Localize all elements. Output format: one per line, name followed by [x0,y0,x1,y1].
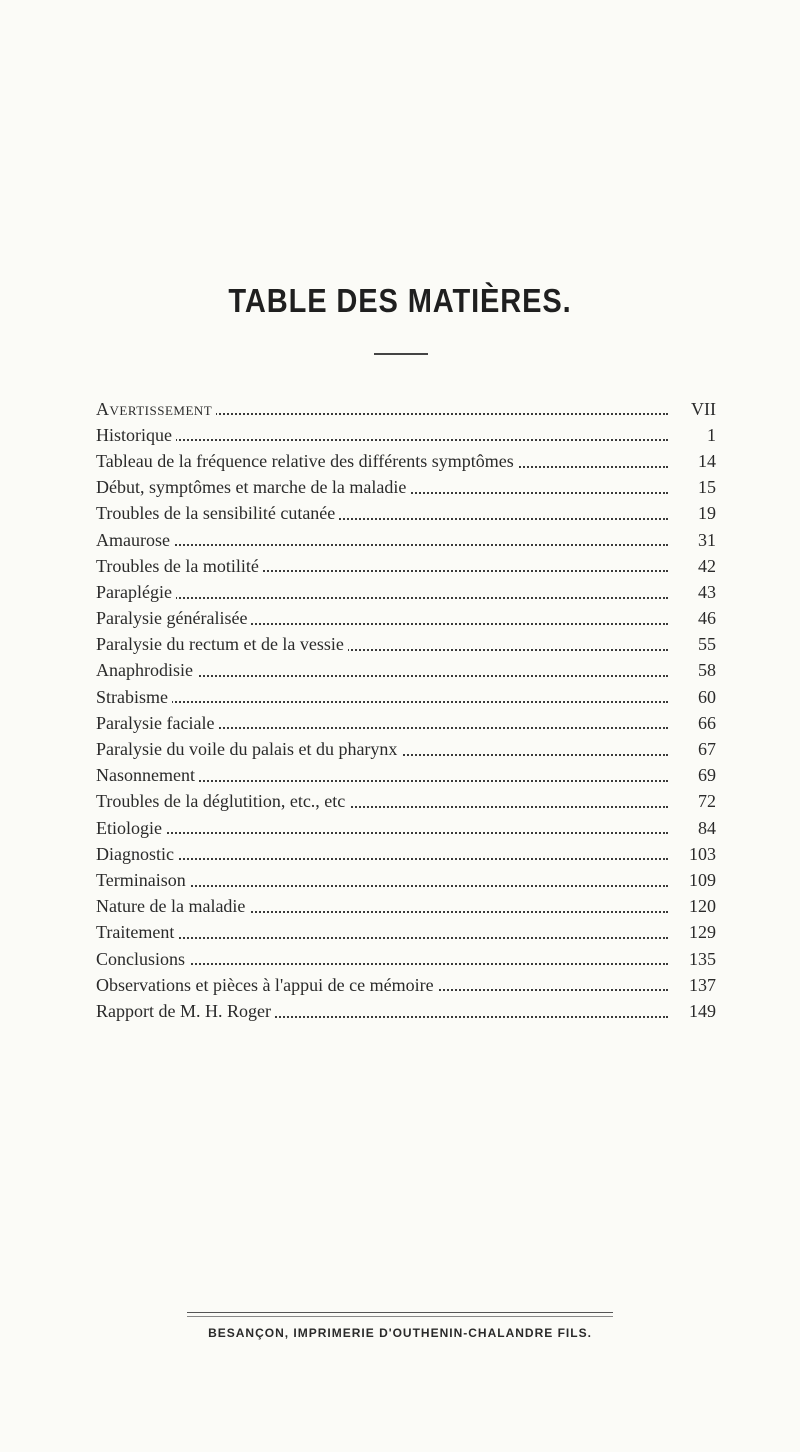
toc-entry [96,684,716,710]
toc-entry [96,763,716,789]
toc-entry-label: Troubles de la déglutition, etc., etc [96,791,349,812]
toc-entry [96,606,716,632]
toc-entry [96,448,716,474]
toc-entry-label: Paralysie généralisée [96,608,251,629]
toc-entry [96,815,716,841]
toc-entry-label: Tableau de la fréquence relative des différents symptômes [96,451,518,472]
toc-entry-label: Terminaison [96,870,190,891]
dot-leader [96,832,668,834]
toc-entry [96,972,716,998]
toc-entry-page-number: 42 [676,556,716,577]
toc-entry [96,920,716,946]
toc-entry-label: Rapport de M. H. Roger [96,1001,275,1022]
toc-entry-page-number: 137 [676,975,716,996]
toc-entry-label: Troubles de la sensibilité cutanée [96,503,339,524]
toc-entry [96,894,716,920]
toc-entry-label: Anaphrodisie [96,660,197,681]
toc-entry [96,632,716,658]
toc-entry [96,501,716,527]
toc-entry-page-number: 43 [676,582,716,603]
toc-entry-label: Avertissement [96,399,216,420]
toc-entry-label: Paraplégie [96,582,176,603]
dot-leader [96,544,668,546]
toc-entry-label: Nasonnement [96,765,199,786]
toc-entry-label: Traitement [96,922,178,943]
toc-entry-label: Nature de la maladie [96,896,249,917]
toc-entry-label: Historique [96,425,176,446]
toc-entry-page-number: 58 [676,660,716,681]
toc-entry-page-number: 31 [676,530,716,551]
dot-leader [96,439,668,441]
toc-entry-page-number: 120 [676,896,716,917]
toc-entry-label: Diagnostic [96,844,178,865]
page-title: TABLE DES MATIÈRES. [228,282,572,319]
toc-entry-page-number: 135 [676,949,716,970]
toc-entry-label: Paralysie du voile du palais et du pharynx [96,739,401,760]
toc-entry [96,946,716,972]
printer-imprint: BESANÇON, IMPRIMERIE D'OUTHENIN-CHALANDRE FILS. [208,1326,592,1340]
toc-entry [96,396,716,422]
toc-entry [96,736,716,762]
toc-entry-page-number: 129 [676,922,716,943]
toc-entry-page-number: 109 [676,870,716,891]
toc-entry-page-number: 67 [676,739,716,760]
toc-entry [96,841,716,867]
toc-entry-page-number: 1 [676,425,716,446]
toc-entry-page-number: 60 [676,687,716,708]
toc-entry-page-number: 66 [676,713,716,734]
toc-entry-label: Troubles de la motilité [96,556,263,577]
toc-entry-label: Strabisme [96,687,172,708]
toc-entry-label: Observations et pièces à l'appui de ce mémoire [96,975,438,996]
toc-entry-page-number: 46 [676,608,716,629]
toc-entry-page-number: VII [676,399,716,420]
toc-entry-label: Paralysie faciale [96,713,218,734]
toc-entry-label: Conclusions [96,949,189,970]
dot-leader [96,937,668,939]
toc-entry-page-number: 72 [676,791,716,812]
dot-leader [96,597,668,599]
toc-entry-page-number: 15 [676,477,716,498]
footer-divider [187,1312,613,1313]
toc-entry-label: Paralysie du rectum et de la vessie [96,634,348,655]
toc-entry-page-number: 84 [676,818,716,839]
toc-entry [96,553,716,579]
table-of-contents [96,396,716,1025]
toc-entry-label: Amaurose [96,530,174,551]
toc-entry-page-number: 149 [676,1001,716,1022]
toc-entry [96,998,716,1024]
toc-entry [96,867,716,893]
toc-entry-label: Etiologie [96,818,166,839]
toc-entry [96,789,716,815]
toc-entry-label: Début, symptômes et marche de la maladie [96,477,410,498]
toc-entry-page-number: 14 [676,451,716,472]
toc-entry-page-number: 69 [676,765,716,786]
toc-entry [96,527,716,553]
dot-leader [96,701,668,703]
toc-entry [96,422,716,448]
toc-entry-page-number: 103 [676,844,716,865]
footer-divider-secondary [187,1316,613,1317]
toc-entry-page-number: 19 [676,503,716,524]
title-divider [374,353,428,355]
toc-entry-page-number: 55 [676,634,716,655]
toc-entry [96,475,716,501]
toc-entry [96,579,716,605]
toc-entry [96,710,716,736]
dot-leader [96,858,668,860]
toc-entry [96,658,716,684]
